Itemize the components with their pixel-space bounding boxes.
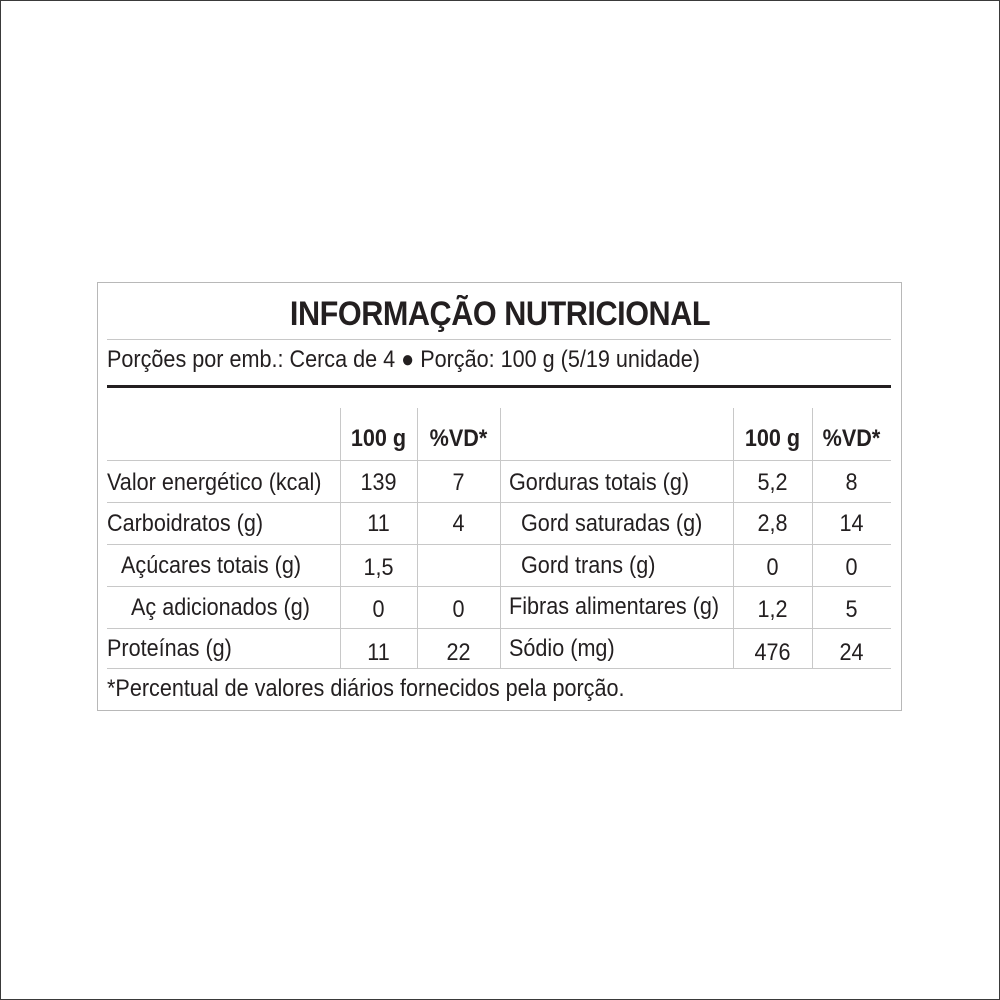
nutrient-dv: 4 — [452, 510, 465, 537]
row-divider — [107, 628, 891, 629]
nutrient-amount: 2,8 — [757, 510, 788, 537]
nutrient-dv: 24 — [839, 639, 864, 666]
nutrient-label: Açúcares totais (g) — [121, 552, 302, 579]
nutrient-amount: 139 — [360, 469, 397, 496]
row-divider — [107, 502, 891, 503]
nutrient-amount: 0 — [766, 554, 779, 581]
nutrient-label: Gorduras totais (g) — [509, 469, 690, 496]
nutrient-dv: 22 — [446, 639, 471, 666]
servings-info: Porções por emb.: Cerca de 4 ● Porção: 100 g (5/19 unidade) — [107, 346, 700, 373]
thick-divider — [107, 385, 891, 388]
grid-line — [733, 408, 734, 668]
footnote: *Percentual de valores diários fornecidos pela porção. — [107, 675, 625, 702]
nutrient-dv: 14 — [839, 510, 864, 537]
nutrient-amount: 1,5 — [363, 554, 394, 581]
nutrient-label: Proteínas (g) — [107, 635, 232, 662]
nutrient-label: Aç adicionados (g) — [131, 594, 310, 621]
panel-title: INFORMAÇÃO NUTRICIONAL — [289, 295, 711, 333]
nutrient-amount: 11 — [367, 510, 390, 537]
nutrient-amount: 5,2 — [757, 469, 788, 496]
nutrient-label: Carboidratos (g) — [107, 510, 264, 537]
grid-line — [500, 408, 501, 668]
nutrient-amount: 0 — [372, 596, 385, 623]
nutrient-dv: 5 — [845, 596, 858, 623]
nutrient-label: Gord saturadas (g) — [521, 510, 703, 537]
grid-line — [812, 408, 813, 668]
nutrient-amount: 11 — [367, 639, 390, 666]
nutrient-dv: 0 — [452, 596, 465, 623]
header-dv-right: %VD* — [822, 425, 881, 452]
header-amount-left: 100 g — [350, 425, 407, 452]
row-divider — [107, 586, 891, 587]
nutrient-amount: 476 — [754, 639, 791, 666]
row-divider — [107, 668, 891, 669]
grid-line — [417, 408, 418, 668]
nutrient-label: Valor energético (kcal) — [107, 469, 322, 496]
nutrient-dv: 8 — [845, 469, 858, 496]
row-divider — [107, 460, 891, 461]
header-amount-right: 100 g — [744, 425, 801, 452]
row-divider — [107, 544, 891, 545]
grid-line — [340, 408, 341, 668]
nutrient-amount: 1,2 — [757, 596, 788, 623]
nutrient-label: Fibras alimentares (g) — [509, 593, 720, 620]
title-divider — [107, 339, 891, 340]
header-dv-left: %VD* — [429, 425, 488, 452]
nutrient-label: Sódio (mg) — [509, 635, 615, 662]
nutrient-dv: 7 — [452, 469, 465, 496]
nutrient-dv: 0 — [845, 554, 858, 581]
nutrient-label: Gord trans (g) — [521, 552, 656, 579]
